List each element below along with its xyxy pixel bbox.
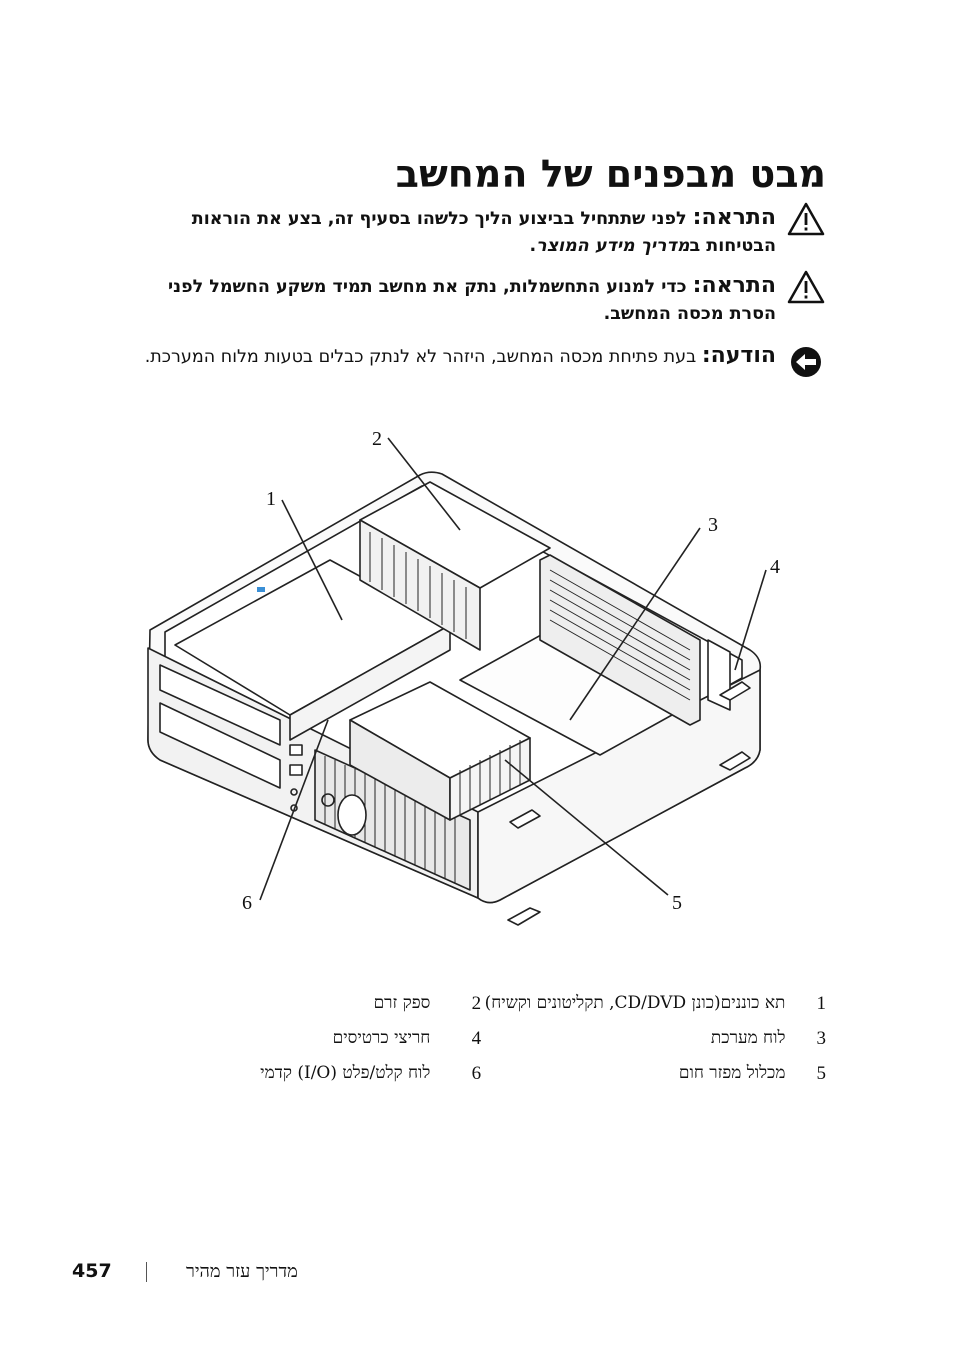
notice-arrow-icon — [786, 342, 826, 382]
page-number: 457 — [72, 1260, 112, 1282]
callout-6: 6 — [242, 892, 252, 914]
legend-number: 5 — [816, 1063, 826, 1084]
product-info-guide-ref: מדריך מידע המוצר — [536, 236, 690, 256]
callout-3: 3 — [708, 514, 718, 536]
legend-label: תא כוננים(כונן CD/DVD, תקליטונים וקשיח) — [484, 993, 786, 1013]
legend-label: לוח קלט/פלט (I/O) קדמי — [260, 1063, 431, 1083]
callout-1: 1 — [266, 488, 276, 510]
computer-interior-diagram — [130, 420, 830, 940]
notice-text: בעת פתיחת מכסה המחשב, היזהר לא לנתק כבלים בטעות מלוח המערכת. — [144, 347, 697, 367]
table-row — [126, 1058, 826, 1093]
legend-label: לוח מערכת — [710, 1028, 786, 1048]
legend-label: מכלול מפזר חום — [678, 1063, 786, 1083]
callout-2: 2 — [372, 428, 382, 450]
notice-lead: הודעה: — [701, 343, 776, 368]
caution-text: לפני שתתחיל בביצוע הליך כלשהו בסעיף זה, בצע את הוראות הבטיחות ב — [191, 209, 776, 256]
legend-label: חריצי כרטיסים — [332, 1028, 431, 1048]
warning-triangle-icon — [786, 268, 826, 308]
legend-label: ספק זרם — [373, 993, 431, 1013]
callout-4: 4 — [770, 556, 780, 578]
legend-number: 3 — [816, 1028, 826, 1049]
page-title: מבט מבפנים של המחשב — [395, 152, 826, 196]
caution-lead: התראה: — [692, 273, 776, 298]
legend-number: 1 — [816, 993, 826, 1014]
footer-divider — [146, 1262, 147, 1282]
legend-number: 6 — [471, 1063, 482, 1084]
legend-number: 4 — [471, 1028, 482, 1049]
table-row — [126, 1023, 826, 1058]
legend-number: 2 — [471, 993, 482, 1014]
computer-chassis-illustration — [130, 420, 830, 940]
table-row — [126, 988, 826, 1023]
caution-text: כדי למנוע התחשמלות, נתק את מחשב תמיד משקע החשמל לפני הסרת מכסה המחשב. — [168, 277, 776, 324]
footer-guide-title: מדריך עזר מהיר — [186, 1261, 298, 1282]
callout-5: 5 — [672, 892, 682, 914]
drive-activity-light — [257, 587, 265, 592]
component-legend-table — [126, 988, 826, 1093]
warning-triangle-icon — [786, 200, 826, 240]
caution-lead: התראה: — [692, 205, 776, 230]
